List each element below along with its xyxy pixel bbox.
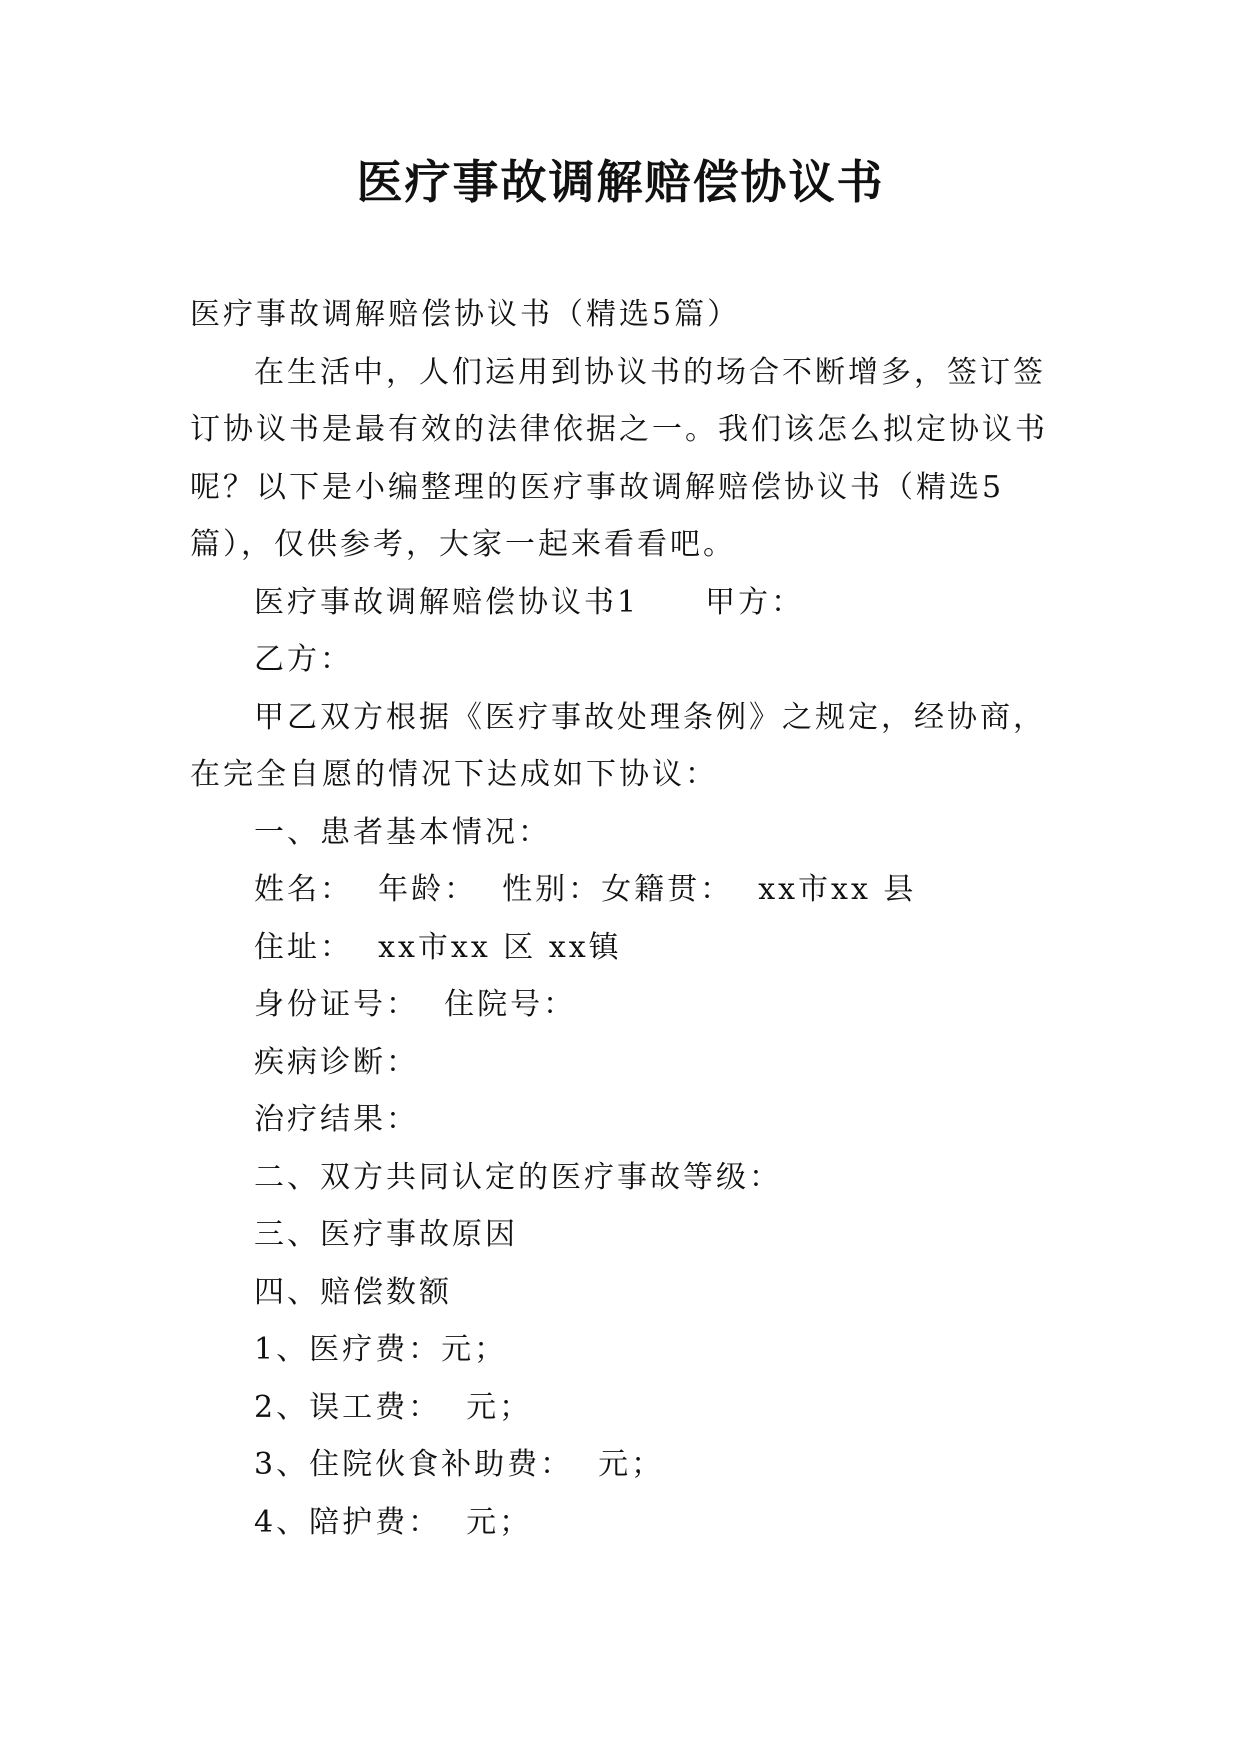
agreement-paragraph-line: 在完全自愿的情况下达成如下协议：: [190, 757, 718, 792]
compensation-item: 1、医疗费：元；: [254, 1332, 508, 1367]
clause-heading: 三、医疗事故原因: [254, 1217, 518, 1252]
clause-heading: 一、患者基本情况：: [254, 814, 551, 850]
clause-heading: 四、赔偿数额: [254, 1274, 452, 1310]
section-heading-party-a: 医疗事故调解赔偿协议书1 甲方：: [254, 584, 805, 620]
subtitle-line: 医疗事故调解赔偿协议书（精选5篇）: [190, 297, 741, 332]
party-b-line: 乙方：: [254, 642, 353, 677]
intro-paragraph-line: 篇），仅供参考，大家一起来看看吧。: [190, 527, 736, 562]
clause-heading: 二、双方共同认定的医疗事故等级：: [254, 1159, 782, 1195]
compensation-item: 3、住院伙食补助费： 元；: [254, 1447, 665, 1482]
patient-info-line: 姓名： 年龄： 性别：女籍贯： xx市xx 县: [254, 872, 917, 907]
address-line: 住址： xx市xx 区 xx镇: [254, 929, 622, 965]
compensation-item: 4、陪护费： 元；: [254, 1504, 533, 1540]
compensation-item: 2、误工费： 元；: [254, 1389, 533, 1425]
agreement-paragraph-line: 甲乙双方根据《医疗事故处理条例》之规定，经协商，: [254, 699, 1046, 735]
intro-paragraph-line: 订协议书是最有效的法律依据之一。我们该怎么拟定协议书: [190, 412, 1048, 447]
treatment-result-line: 治疗结果：: [254, 1102, 419, 1137]
intro-paragraph-line: 在生活中，人们运用到协议书的场合不断增多，签订签: [254, 354, 1046, 390]
intro-paragraph-line: 呢？以下是小编整理的医疗事故调解赔偿协议书（精选5: [190, 469, 1005, 505]
document-body: [190, 286, 1060, 1551]
diagnosis-line: 疾病诊断：: [254, 1044, 419, 1080]
document-title: 医疗事故调解赔偿协议书: [356, 155, 885, 209]
id-number-line: 身份证号： 住院号：: [254, 987, 577, 1022]
